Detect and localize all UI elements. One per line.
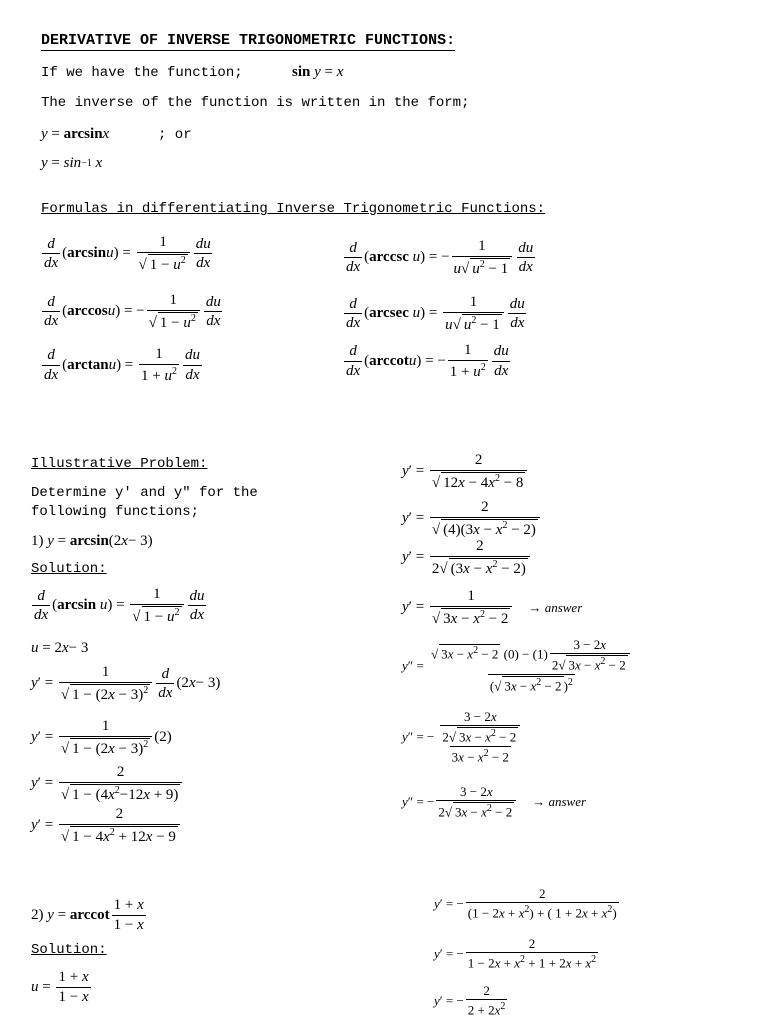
formulas-heading: Formulas in differentiating Inverse Trigonometric Functions: — [41, 201, 546, 217]
intro-line-1 — [41, 66, 243, 80]
formula-arccsc: $\frac{d}{dx}$ ( arccsc u ) = − $\frac{1}{u√ u^2 - 1}$ $\frac{du}{dx}$ — [346, 238, 534, 277]
p1-step-5: y ′ = $\frac{2}{√ 12x - 4x^2 - 8}$ — [402, 452, 529, 491]
answer-label-2: → answer — [532, 794, 587, 810]
problem-1-solution-label: Solution: — [31, 561, 107, 577]
p1-step-3: y ′ = $\frac{2}{√ 1 - (4x^2-12x + 9)}$ — [31, 764, 184, 803]
p1-step-4: y ′ = $\frac{2}{√ 1 - 4x^2 + 12x - 9}$ — [31, 806, 182, 845]
p1-step-u: u = 2 x − 3 — [31, 640, 89, 656]
p1-step-formula: $\frac{d}{dx}$ ( arcsin u ) = $\frac{1}{√ 1 - u^2}$ $\frac{du}{dx}$ — [34, 586, 205, 625]
p1-step-8: y ″ = √ $3x - x^2 - 2$ (0) − (1) $\frac{3 - 2x}{2√ 3x - x^2 - 2}$ (√ $3x - x^2 - 2$ )$^2$ — [402, 638, 636, 694]
problem-2-statement: 2) y = arccot $\frac{1 + x}{1 - x}$ — [31, 897, 144, 933]
p1-step-7: y ′ = $\frac{2}{2√ (3x - x^2 - 2)}$ — [402, 538, 532, 577]
problem-1-statement: 1) y = arcsin (2 x − 3) — [31, 533, 153, 549]
p1-step-1: y ′ = $\frac{1}{√ 1 - (2x - 3)^2}$ $\frac{d}{dx}$ (2 x − 3) — [31, 664, 221, 703]
formula-arcsin: $\frac{d}{dx}$ ( arcsin u ) = $\frac{1}{√ 1 - u^2}$ $\frac{du}{dx}$ — [44, 234, 211, 273]
formula-arccot: $\frac{d}{dx}$ ( arccot u ) = − $\frac{1}{1 + u^2}$ $\frac{du}{dx}$ — [346, 342, 509, 380]
formula-arccos: $\frac{d}{dx}$ ( arccos u ) = − $\frac{1}{√ 1 - u^2}$ $\frac{du}{dx}$ — [44, 292, 221, 331]
problem-instruction-1: Determine y′ and y″ for the — [31, 485, 258, 501]
intro-or: ; or — [158, 127, 192, 143]
p1-step-9: y ″ = − $\frac{\frac{3 - 2x}{2√ 3x - x^2 - 2}}{3x - x^2 - 2}$ — [402, 710, 526, 765]
intro-eq-sin-inverse: y = sin −1 x — [41, 155, 103, 171]
formula-arctan: $\frac{d}{dx}$ ( arctan u ) = $\frac{1}{1 + u^2}$ $\frac{du}{dx}$ — [44, 346, 200, 384]
answer-label: → answer — [528, 599, 583, 615]
page-title: DERIVATIVE OF INVERSE TRIGONOMETRIC FUNCTIONS: — [41, 32, 456, 49]
p2-step-c: y ′ = − $\frac{2}{2 + 2x^2}$ — [434, 983, 506, 1018]
problem-heading: Illustrative Problem: — [31, 456, 208, 472]
p1-step-6: y ′ = $\frac{2}{√ (4)(3x - x^2 - 2)}$ — [402, 499, 542, 538]
p1-answer-first-derivative: y ′ = $\frac{1}{√ 3x - x^2 - 2}$ → answer — [402, 588, 583, 627]
intro-line-1-text: If we have the function; — [41, 65, 243, 81]
p1-step-2: y ′ = $\frac{1}{√ 1 - (2x - 3)^2}$ (2) — [31, 718, 172, 757]
intro-eq-arcsin: y = arcsin x — [41, 126, 110, 142]
problem-2-solution-label: Solution: — [31, 942, 107, 958]
p2-step-u: u = $\frac{1 + x}{1 - x}$ — [31, 969, 89, 1005]
p2-step-a: y ′ = − $\frac{2}{(1 - 2x + x^2) + ( 1 + 2x + x^2)}$ — [434, 886, 617, 921]
p2-step-b: y ′ = − $\frac{2}{1 - 2x + x^2 + 1 + 2x + x^2}$ — [434, 936, 597, 971]
problem-instruction-2: following functions; — [31, 504, 200, 520]
intro-eq-sin: sin y = x — [292, 64, 344, 80]
p1-answer-second-derivative: y ″ = − $\frac{3 - 2x}{2√ 3x - x^2 - 2}$ → answer — [402, 784, 587, 820]
formula-arcsec: $\frac{d}{dx}$ ( arcsec u ) = $\frac{1}{u√ u^2 - 1}$ $\frac{du}{dx}$ — [346, 294, 525, 333]
intro-line-2: The inverse of the function is written in the form; — [41, 95, 470, 111]
